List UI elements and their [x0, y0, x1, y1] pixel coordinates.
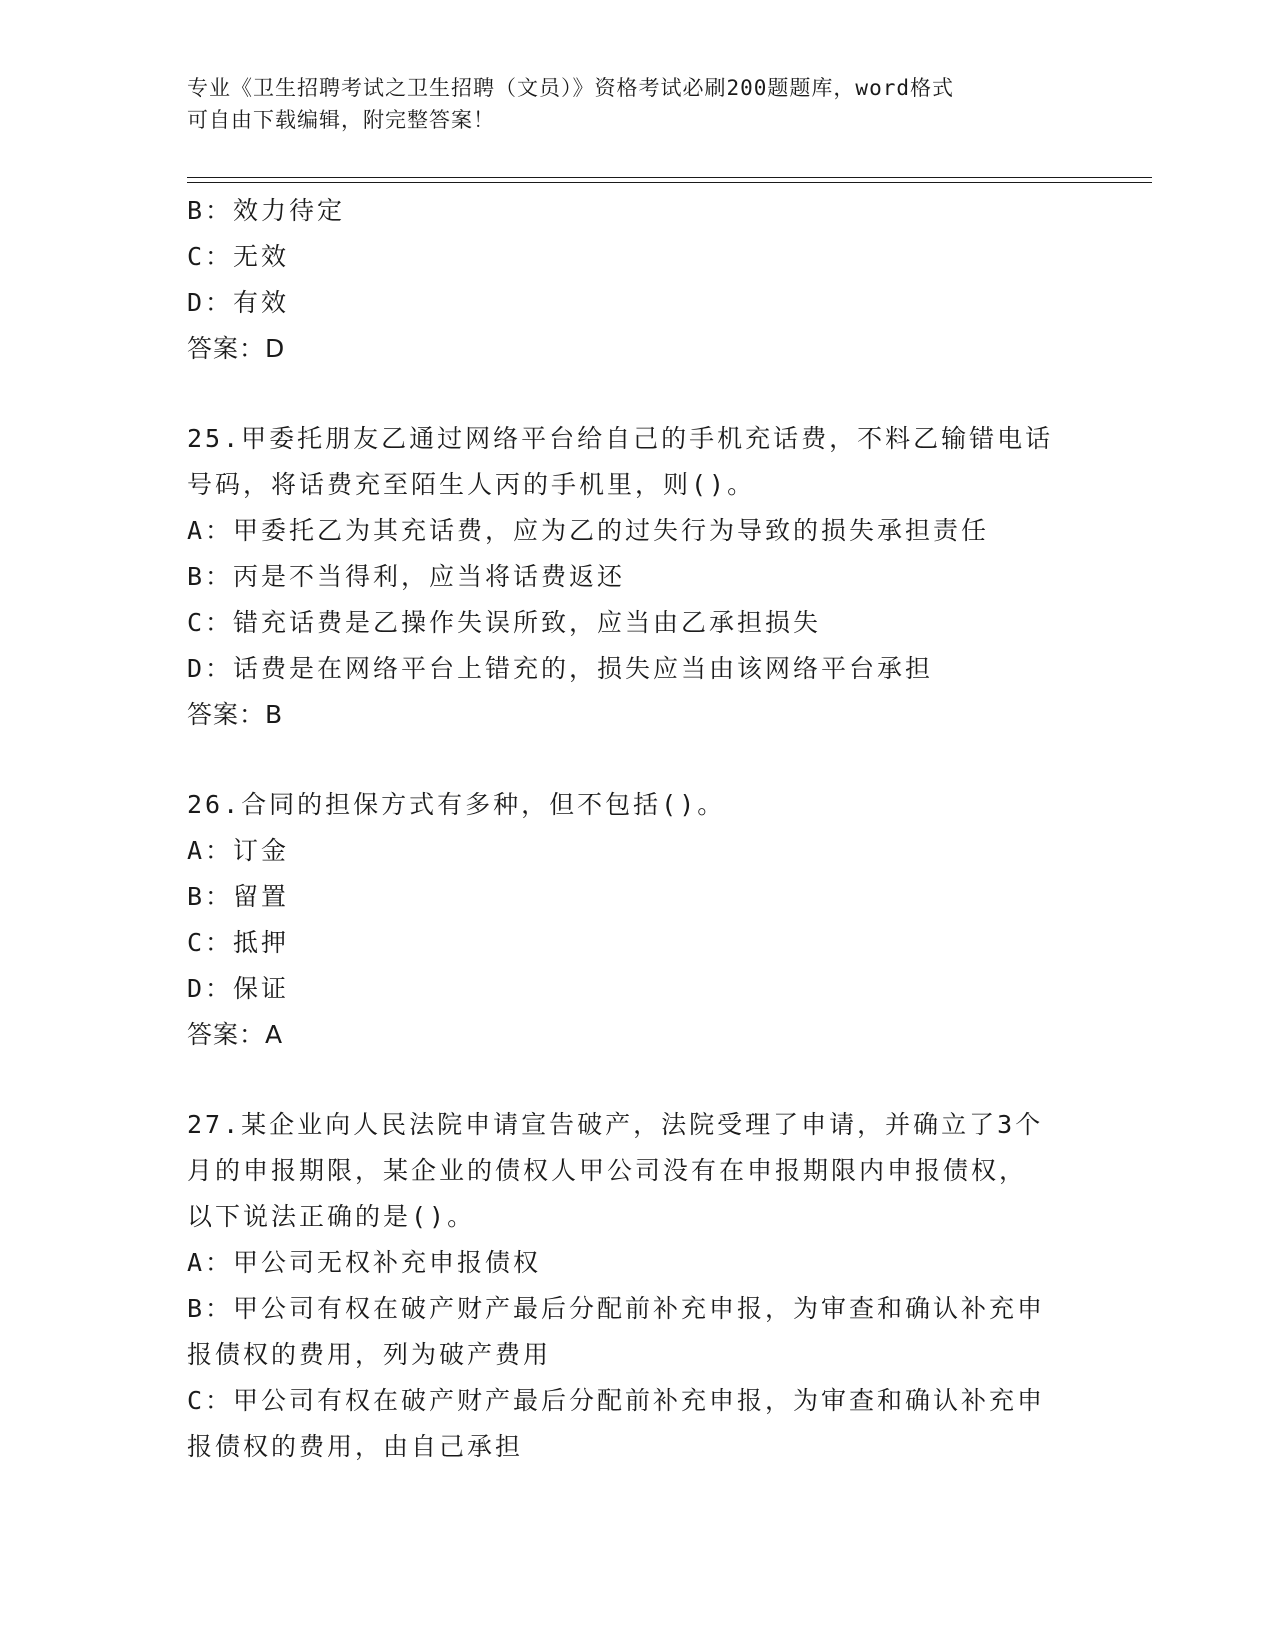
- option-c-continued: 报债权的费用，由自己承担: [187, 1432, 524, 1461]
- option-d: D：有效: [187, 288, 290, 317]
- header-line-1: 专业《卫生招聘考试之卫生招聘（文员）》资格考试必刷200题题库，word格式: [187, 76, 954, 100]
- option-b: B：效力待定: [187, 196, 346, 225]
- question-stem: 27.某企业向人民法院申请宣告破产，法院受理了申请，并确立了3个: [187, 1110, 1044, 1139]
- document-header: [187, 72, 1067, 136]
- option-d: D：话费是在网络平台上错充的，损失应当由该网络平台承担: [187, 654, 934, 683]
- spacer: [187, 372, 1077, 416]
- question-27: [187, 1102, 1077, 1470]
- header-line-2: 可自由下载编辑，附完整答案！: [187, 108, 495, 132]
- option-a: A：订金: [187, 836, 290, 865]
- question-25: [187, 416, 1077, 738]
- answer: 答案：A: [187, 1020, 284, 1049]
- option-a: A：甲公司无权补充申报债权: [187, 1248, 542, 1277]
- header-divider-bottom: [187, 182, 1152, 183]
- answer: 答案：B: [187, 700, 284, 729]
- spacer: [187, 738, 1077, 782]
- option-c: C：甲公司有权在破产财产最后分配前补充申报，为审查和确认补充申: [187, 1386, 1046, 1415]
- document-body: [187, 188, 1077, 1470]
- option-c: C：无效: [187, 242, 290, 271]
- option-b: B：丙是不当得利，应当将话费返还: [187, 562, 626, 591]
- question-stem: 月的申报期限，某企业的债权人甲公司没有在申报期限内申报债权，: [187, 1156, 1028, 1185]
- option-b: B：甲公司有权在破产财产最后分配前补充申报，为审查和确认补充申: [187, 1294, 1046, 1323]
- question-stem: 以下说法正确的是()。: [187, 1202, 476, 1231]
- option-b: B：留置: [187, 882, 290, 911]
- option-b-continued: 报债权的费用，列为破产费用: [187, 1340, 552, 1369]
- question-26: [187, 782, 1077, 1058]
- question-stem: 号码，将话费充至陌生人丙的手机里，则()。: [187, 470, 756, 499]
- option-a: A：甲委托乙为其充话费，应为乙的过失行为导致的损失承担责任: [187, 516, 990, 545]
- option-d: D：保证: [187, 974, 290, 1003]
- spacer: [187, 1058, 1077, 1102]
- option-c: C：抵押: [187, 928, 290, 957]
- question-24: [187, 188, 1077, 372]
- question-stem: 25.甲委托朋友乙通过网络平台给自己的手机充话费，不料乙输错电话: [187, 424, 1054, 453]
- answer: 答案：D: [187, 334, 286, 363]
- header-divider-top: [187, 177, 1152, 178]
- question-stem: 26.合同的担保方式有多种，但不包括()。: [187, 790, 726, 819]
- option-c: C：错充话费是乙操作失误所致，应当由乙承担损失: [187, 608, 822, 637]
